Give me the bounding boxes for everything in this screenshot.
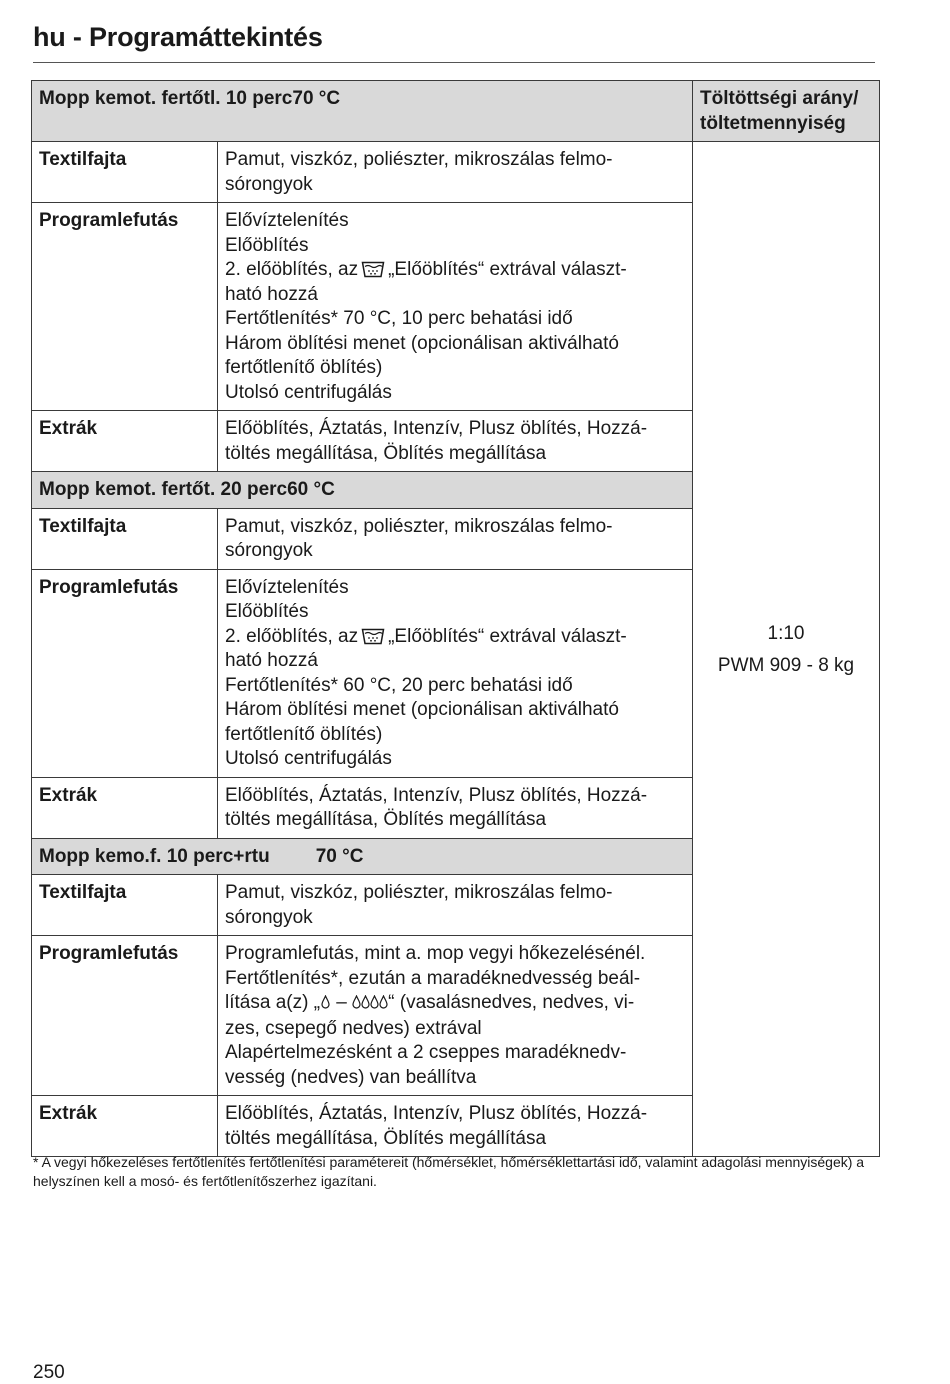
value-line: Előöblítés, Áztatás, Intenzív, Plusz öblítés, Hozzá- [225,418,648,439]
value-line [225,991,685,1017]
value-line [225,258,685,283]
value-line: Előöblítés, Áztatás, Intenzív, Plusz öblítés, Hozzá- [225,1103,648,1124]
value-line: zes, csepegő nedves) extrával [225,1017,482,1039]
row-label: Programlefutás [32,203,218,411]
value-text: „Előöblítés“ extrával választ- [388,625,627,647]
value-text: „Előöblítés“ extrával választ- [388,259,627,280]
value-line: Előöblítés [225,601,309,622]
textile-row [32,142,880,203]
value-line: Előöblítés, Áztatás, Intenzív, Plusz öblítés, Hozzá- [225,784,648,806]
program-temperature: 60 °C [287,479,335,500]
row-value [218,875,693,936]
value-text: “ (vasalásnedves, nedves, vi- [388,992,635,1013]
value-line: Utolsó centrifugálás [225,748,392,769]
value-line: fertőtlenítő öblítés) [225,357,383,378]
program-title-cell [32,838,693,875]
program-name: Mopp kemot. fertőtl. 10 perc [39,88,293,109]
value-line: sórongyok [225,540,313,561]
value-text: 2. előöblítés, az [225,259,359,280]
value-line: Fertőtlenítés*, ezután a maradéknedvesség beál- [225,967,641,989]
value-line: töltés megállítása, Öblítés megállítása [225,1127,547,1149]
row-label: Textilfajta [32,142,218,203]
value-line: ható hozzá [225,283,318,305]
row-label: Extrák [32,411,218,472]
row-label: Extrák [32,1096,218,1157]
value-line: Utolsó centrifugálás [225,381,392,403]
value-line: Elővíztelenítés [225,210,349,231]
prewash-tub-icon [361,260,385,278]
value-text: 2. előöblítés, az [225,625,359,647]
value-line: sórongyok [225,173,313,195]
row-label: Extrák [32,777,218,838]
value-line: ható hozzá [225,650,318,671]
program-title-cell [32,81,693,142]
water-drop-icon [361,995,370,1009]
water-drop-icon [321,995,330,1009]
program-overview-table [31,80,880,1157]
row-value [218,1096,693,1157]
row-label: Textilfajta [32,875,218,936]
row-value [218,569,693,777]
footnote: * A vegyi hőkezeléses fertőtlenítés fertőtlenítési paramétereit (hőmérséklet, hőmérséklettartási idő, valamint adagolási mennyiségek) a helyszínen kell a mosó- és fertőtlenítőszerhez igazítani. [33,1154,865,1189]
value-line: fertőtlenítő öblítés) [225,723,383,745]
load-header-line: Töltöttségi arány/ [700,88,859,109]
water-drop-icon [352,995,361,1009]
value-text: – [331,992,353,1013]
prewash-tub-icon [361,627,385,645]
row-value [218,203,693,411]
load-machine: PWM 909 - 8 kg [717,654,855,676]
value-line: Pamut, viszkóz, poliészter, mikroszálas felmo- [225,515,613,537]
water-drop-icon [379,995,388,1009]
value-line: Három öblítési menet (opcionálisan aktiválható [225,332,619,354]
value-line [225,625,685,650]
page-number: 250 [33,1362,65,1383]
program-name: Mopp kemo.f. 10 perc+rtu [39,845,270,867]
program-title-cell [32,472,693,509]
four-drops-icon [352,992,388,1017]
title-divider [33,62,875,63]
value-line: sórongyok [225,906,313,928]
value-line: töltés megállítása, Öblítés megállítása [225,809,547,830]
load-cell [693,142,880,1157]
program-temperature: 70 °C [315,845,364,867]
value-line: Három öblítési menet (opcionálisan aktiválható [225,699,619,720]
row-value [218,777,693,838]
row-value [218,411,693,472]
row-label: Programlefutás [32,936,218,1096]
row-value [218,508,693,569]
load-ratio: 1:10 [767,622,805,644]
value-line: Előöblítés [225,234,309,256]
program-temperature: 70 °C [292,88,341,109]
value-text: lítása a(z) „ [225,992,321,1013]
load-header-line: töltetmennyiség [700,112,846,134]
value-line: Fertőtlenítés* 70 °C, 10 perc behatási idő [225,308,573,329]
program-header-row [32,81,880,142]
value-line: vesség (nedves) van beállítva [225,1066,477,1088]
value-line: Fertőtlenítés* 60 °C, 20 perc behatási idő [225,674,573,696]
value-line: Pamut, viszkóz, poliészter, mikroszálas felmo- [225,882,613,903]
page-title: hu - Programáttekintés [33,22,323,52]
value-line: töltés megállítása, Öblítés megállítása [225,442,547,464]
value-line: Programlefutás, mint a. mop vegyi hőkezelésénél. [225,943,646,964]
load-column-header [693,81,880,142]
row-value [218,936,693,1096]
program-name: Mopp kemot. fertőt. 20 perc [39,479,288,500]
value-line: Pamut, viszkóz, poliészter, mikroszálas felmo- [225,149,613,170]
row-label: Programlefutás [32,569,218,777]
row-label: Textilfajta [32,508,218,569]
value-line: Alapértelmezésként a 2 cseppes maradéknedv- [225,1042,627,1063]
row-value [218,142,693,203]
value-line: Elővíztelenítés [225,576,349,598]
water-drop-icon [370,995,379,1009]
